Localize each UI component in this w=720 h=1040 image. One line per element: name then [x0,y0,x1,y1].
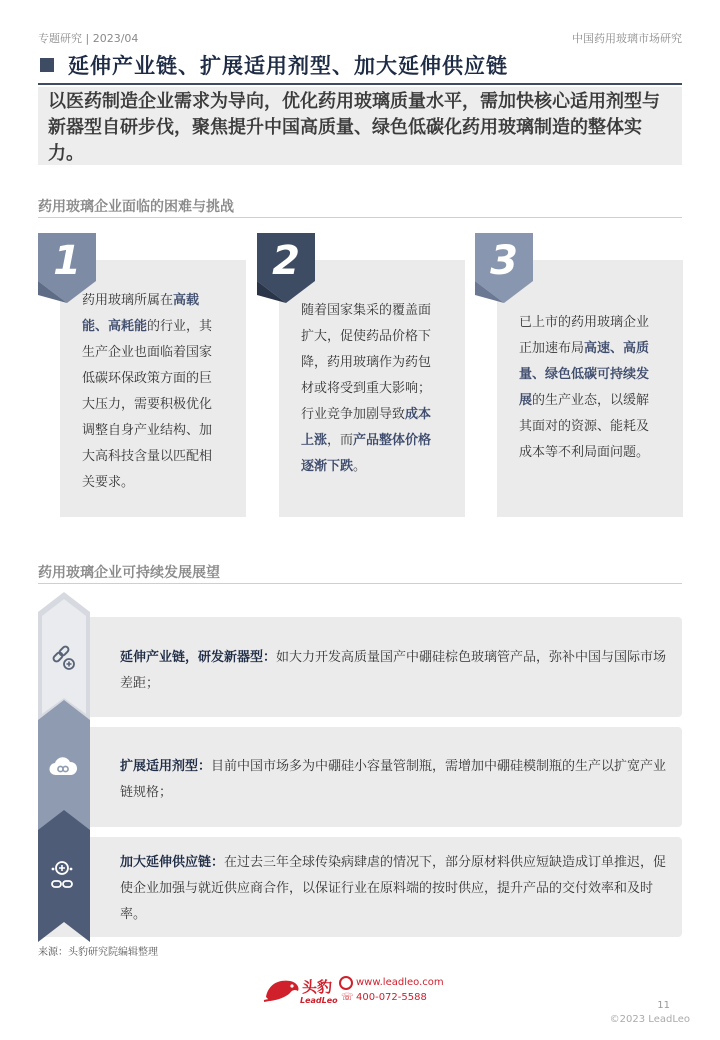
outlook-item-text [120,645,670,697]
card-text-segment: 随着国家集采的覆盖面扩大，促使药品价格下降，药用玻璃作为药包材或将受到重大影响；行业竞争加剧导致 [301,303,432,422]
phone-number: 400-072-5588 [356,992,427,1003]
card-text-segment: 药用玻璃所属在 [82,293,174,308]
card-text-segment: 的生产业态，以缓解其面对的资源、能耗及成本等不利局面问题。 [519,393,650,460]
card-text-segment: 已上市的药用玻璃企业正加速布局 [519,315,650,356]
outlook-item-body: 目前中国市场多为中硼硅小容量管制瓶，需增加中硼硅模制瓶的生产以扩宽产业链规格； [120,759,667,800]
section-divider [38,583,682,584]
header-right: 中国药用玻璃市场研究 [572,32,682,45]
highlight-text: 成本上涨 [301,407,432,448]
link-add-icon [50,645,76,671]
header-left: 专题研究 | 2023/04 [38,32,139,45]
web-icon [339,976,353,990]
leopard-logo-icon [262,975,302,1005]
page-number: 11 [657,1000,670,1011]
source-note: 来源：头豹研究院编辑整理 [38,947,158,958]
outlook-item-label: 扩展适用剂型： [120,759,212,774]
intro-summary: 以医药制造企业需求为导向，优化药用玻璃质量水平，需加快核心适用剂型与新器型自研步伐，聚焦提升中国高质量、绿色低碳化药用玻璃制造的整体实力。 [38,87,682,165]
cloud-link-icon [49,755,77,779]
title-divider [38,83,682,85]
outlook-item-text [120,754,670,806]
phone-icon: ☏ [341,992,354,1003]
card-text [82,288,224,496]
outlook-item-label: 加大延伸供应链： [120,855,225,870]
outlook-item-text [120,850,670,928]
outlook-item-body: 如大力开发高质量国产中硼硅棕色玻璃管产品，弥补中国与国际市场差距； [120,650,667,691]
highlight-text: 高速、高质量、绿色低碳可持续发展 [519,341,650,408]
section-title-outlook: 药用玻璃企业可持续发展展望 [38,565,220,581]
card-text-segment: 。 [353,459,367,474]
card-text [519,310,661,466]
supply-chain-icon [48,860,76,892]
card-text [301,298,443,480]
badge-number: 1 [53,238,81,284]
section-title-challenges: 药用玻璃企业面临的困难与挑战 [38,199,234,215]
title-square-icon [40,58,54,72]
highlight-text: 高载能、高耗能 [82,293,200,334]
copyright: ©2023 LeadLeo [609,1014,690,1025]
badge-number: 3 [490,238,518,284]
highlight-text: 产品整体价格逐渐下跌 [301,433,432,474]
section-divider [38,217,682,218]
outlook-item-body: 在过去三年全球传染病肆虐的情况下，部分原材料供应短缺造成订单推迟，促使企业加强与就近供应商合作，以保证行业在原料端的按时供应，提升产品的交付效率和及时率。 [120,855,667,922]
card-text-segment: 的行业，其生产企业也面临着国家低碳环保政策方面的巨大压力，需要积极优化调整自身产业结构、加大高科技含量以匹配相关要求。 [82,319,213,490]
page-title: 延伸产业链、扩展适用剂型、加大延伸供应链 [68,54,508,78]
website-link[interactable]: www.leadleo.com [356,977,444,988]
logo-en: LeadLeo [300,996,338,1005]
card-text-segment: ，而 [327,433,354,448]
logo-cn: 头豹 [302,978,333,996]
outlook-item-label: 延伸产业链，研发新器型： [120,650,277,665]
badge-number: 2 [272,238,300,284]
